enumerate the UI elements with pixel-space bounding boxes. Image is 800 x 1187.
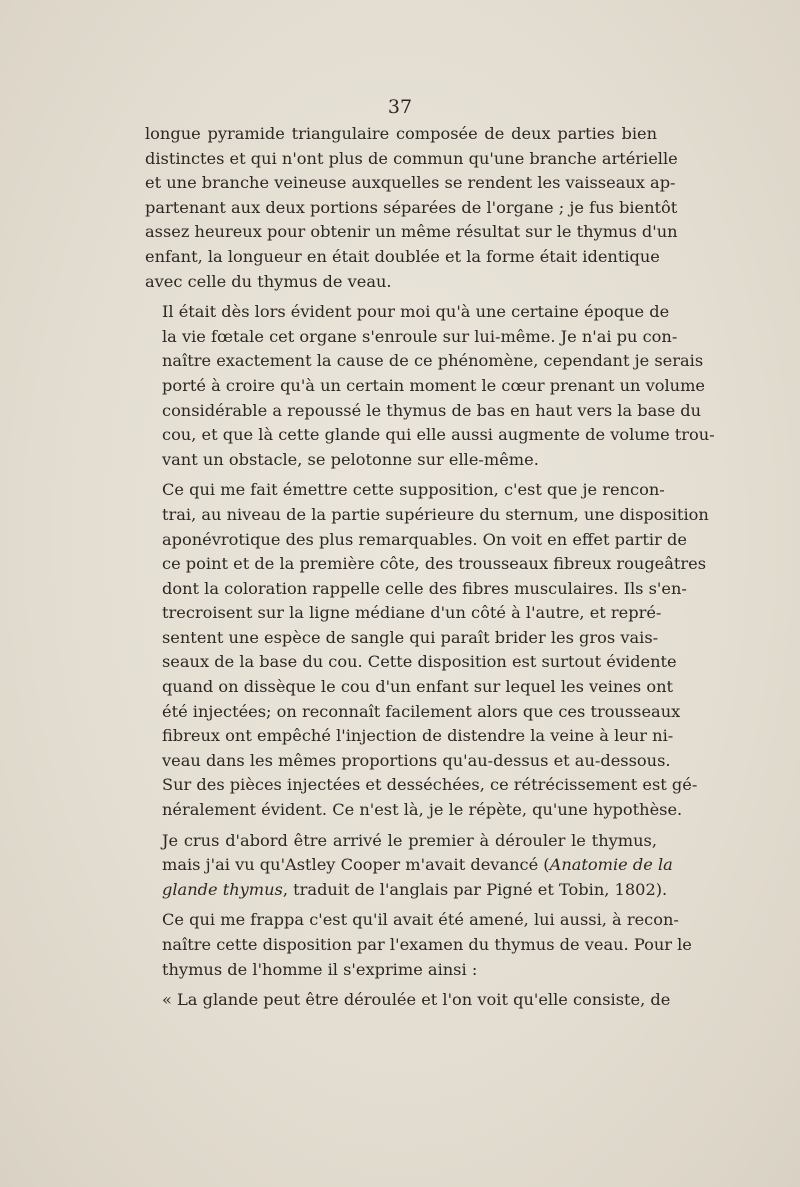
text-line-with-citation bbox=[145, 853, 673, 878]
text-line: naître exactement la cause de ce phénomène, cependant je serais bbox=[162, 351, 704, 371]
text-line: trai, au niveau de la partie supérieure du sternum, une disposition bbox=[162, 504, 709, 524]
text-line: distinctes et qui n'ont plus de commun qu'une branche artérielle bbox=[145, 148, 678, 168]
text-line: été injectées; on reconnaît facilement alors que ces trousseaux bbox=[162, 701, 681, 721]
citation-tail: traduit de l'anglais par Pigné et Tobin, 1802). bbox=[293, 879, 668, 899]
text-line: fibreux ont empêché l'injection de distendre la veine à leur ni- bbox=[162, 726, 674, 746]
body-text bbox=[145, 122, 715, 1019]
paragraph-6 bbox=[145, 988, 671, 1013]
text-line: considérable a repoussé le thymus de bas en haut vers la base du bbox=[162, 400, 702, 420]
cited-work-title: Anatomie de la bbox=[549, 855, 673, 875]
text-line: thymus de l'homme il s'exprime ainsi : bbox=[162, 959, 478, 979]
text-line: Sur des pièces injectées et desséchées, ce rétrécissement est gé- bbox=[162, 775, 698, 795]
citation-sep: , bbox=[282, 879, 294, 899]
text-line: Il était dès lors évident pour moi qu'à une certaine époque de bbox=[162, 302, 670, 322]
text-line: vant un obstacle, se pelotonne sur elle-même. bbox=[162, 449, 539, 469]
paragraph-4 bbox=[145, 829, 673, 903]
text-line: partenant aux deux portions séparées de l'organe ; je fus bientôt bbox=[145, 197, 678, 217]
text-line: dont la coloration rappelle celle des fibres musculaires. Ils s'en- bbox=[162, 578, 687, 598]
text-line: cou, et que là cette glande qui elle aussi augmente de volume trou- bbox=[162, 425, 715, 445]
text-line: Je crus d'abord être arrivé le premier à dérouler le thymus, bbox=[162, 830, 657, 850]
citation-lead: mais j'ai vu qu'Astley Cooper m'avait devancé ( bbox=[162, 855, 550, 875]
text-line: avec celle du thymus de veau. bbox=[145, 271, 392, 291]
text-line: aponévrotique des plus remarquables. On voit en effet partir de bbox=[162, 529, 687, 549]
text-line: trecroisent sur la ligne médiane d'un côté à l'autre, et repré- bbox=[162, 603, 662, 623]
text-line: sentent une espèce de sangle qui paraît brider les gros vais- bbox=[162, 627, 659, 647]
text-line: seaux de la base du cou. Cette disposition est surtout évidente bbox=[162, 652, 677, 672]
text-line: enfant, la longueur en était doublée et la forme était identique bbox=[145, 246, 660, 266]
paragraph-1 bbox=[145, 122, 678, 294]
text-line: et une branche veineuse auxquelles se rendent les vaisseaux ap- bbox=[145, 173, 676, 193]
text-line: porté à croire qu'à un certain moment le cœur prenant un volume bbox=[162, 375, 706, 395]
text-line: Ce qui me fait émettre cette supposition, c'est que je rencon- bbox=[162, 480, 665, 500]
text-line: quand on dissèque le cou d'un enfant sur lequel les veines ont bbox=[162, 677, 674, 697]
text-line: naître cette disposition par l'examen du thymus de veau. Pour le bbox=[162, 935, 692, 954]
text-line: ce point et de la première côte, des trousseaux fibreux rougeâtres bbox=[162, 554, 707, 574]
page-number: 37 bbox=[387, 96, 413, 118]
text-line: assez heureux pour obtenir un même résultat sur le thymus d'un bbox=[145, 222, 678, 242]
paragraph-5 bbox=[145, 908, 692, 982]
paragraph-2 bbox=[145, 300, 715, 472]
text-line: longue pyramide triangulaire composée de deux parties bien bbox=[145, 124, 657, 143]
text-line: Ce qui me frappa c'est qu'il avait été amené, lui aussi, à recon- bbox=[162, 910, 679, 930]
text-line: « La glande peut être déroulée et l'on voit qu'elle consiste, de bbox=[162, 990, 671, 1010]
text-line-with-citation bbox=[145, 878, 668, 903]
text-line: veau dans les mêmes proportions qu'au-dessus et au-dessous. bbox=[162, 750, 671, 770]
text-line: néralement évident. Ce n'est là, je le répète, qu'une hypothèse. bbox=[162, 800, 683, 820]
paragraph-3 bbox=[145, 478, 709, 822]
text-line: la vie fœtale cet organe s'enroule sur lui-même. Je n'ai pu con- bbox=[162, 326, 678, 346]
cited-work-title-cont: glande thymus bbox=[162, 879, 283, 899]
